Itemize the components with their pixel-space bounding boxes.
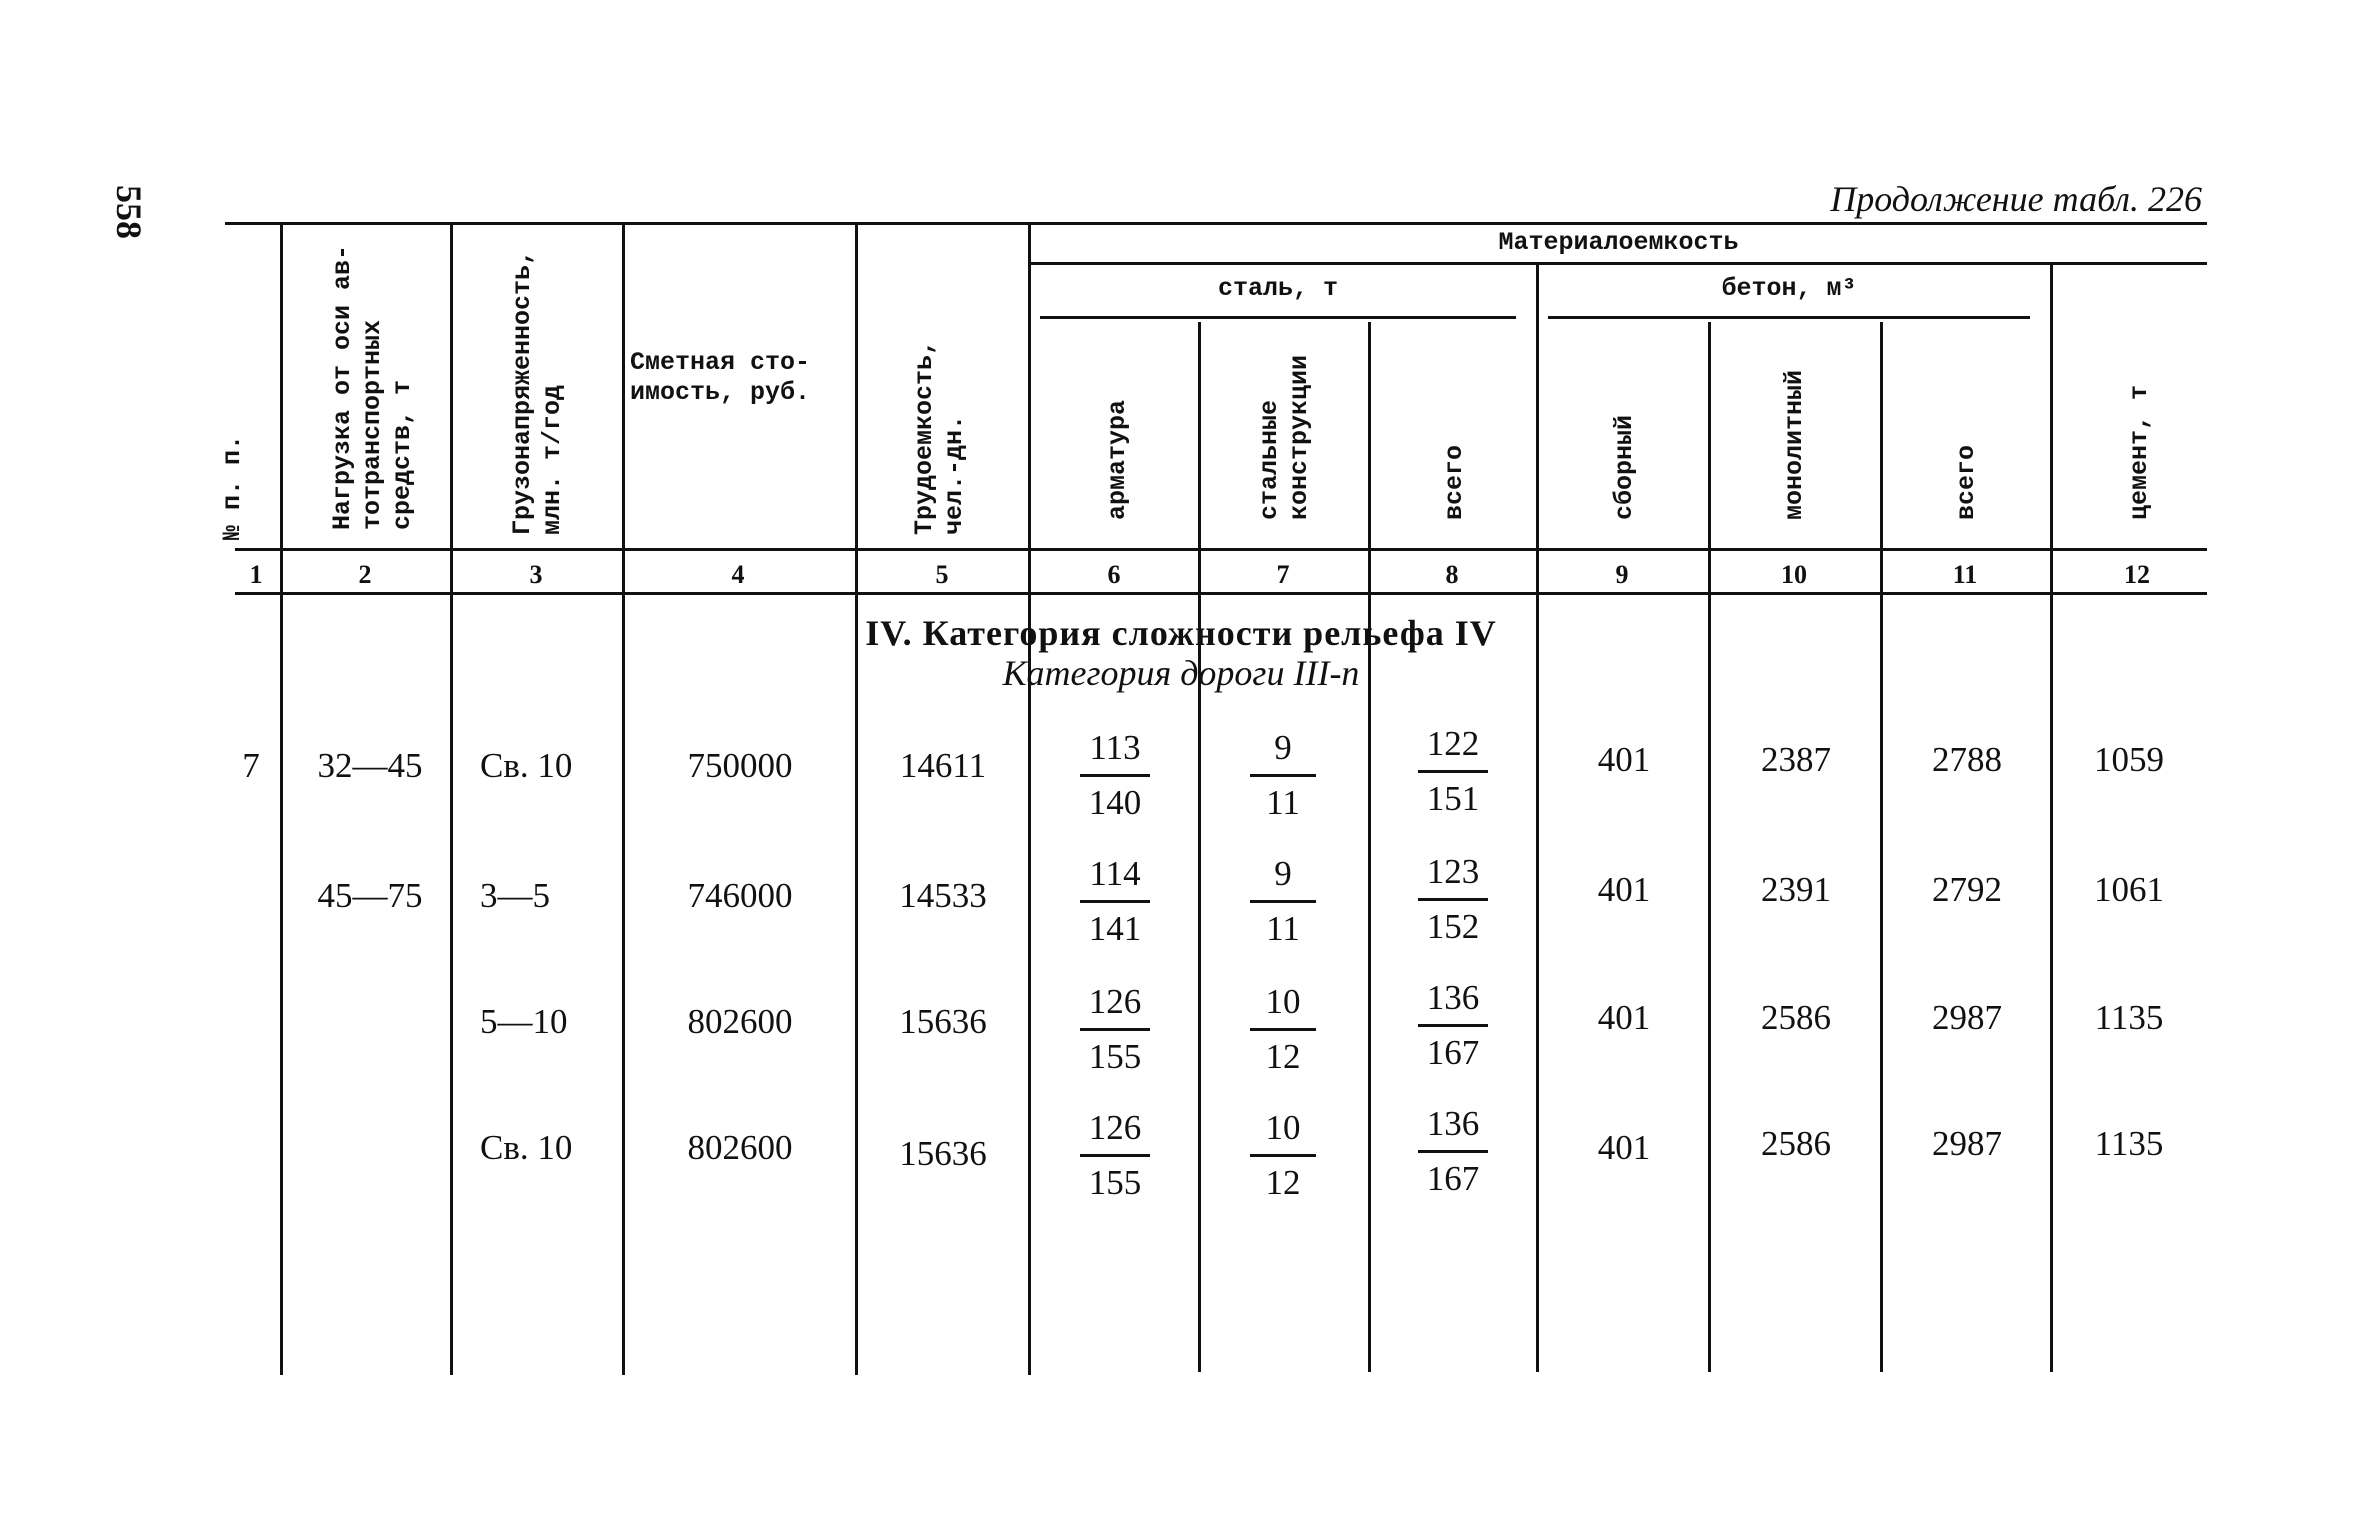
steel-group-rule (1040, 316, 1516, 319)
concrete-total-value: 2987 (1932, 998, 2002, 1037)
col-divider-1 (280, 225, 283, 1375)
section-subtitle: Категория дороги III-п (1002, 653, 1360, 693)
header-col2: Нагрузка от оси ав- тотранспортных средств, т (328, 244, 417, 530)
material-group-label: Материалоемкость (1498, 228, 1739, 257)
row-number: 7 (242, 746, 260, 785)
steel-struct-fraction: $\frac{10}{12}$ (1250, 1102, 1316, 1209)
header-col12: цемент, т (2125, 384, 2154, 520)
cement-value: 1059 (2094, 740, 2164, 779)
cost-value: 746000 (687, 876, 793, 915)
steel-total-fraction: $\frac{122}{151}$ (1418, 718, 1488, 825)
load-value: 45—75 (317, 876, 423, 915)
table-top-rule (225, 222, 2207, 225)
col-divider-8 (1536, 265, 1539, 1372)
steel-total-fraction: $\frac{123}{152}$ (1418, 846, 1488, 953)
cement-value: 1061 (2094, 870, 2164, 909)
armatura-fraction: $\frac{113}{140}$ (1080, 722, 1150, 829)
monolithic-value: 2387 (1761, 740, 1831, 779)
traffic-value: Св. 10 (480, 1128, 573, 1167)
col-divider-10 (1880, 322, 1883, 1372)
concrete-group-label: бетон, м³ (1721, 274, 1857, 303)
header-col4: Сметная сто- имость, руб. (630, 348, 811, 407)
cost-value: 750000 (687, 746, 793, 785)
col-divider-11 (2050, 265, 2053, 1372)
material-group-rule (1030, 262, 2207, 265)
precast-value: 401 (1597, 998, 1651, 1037)
concrete-total-value: 2788 (1932, 740, 2002, 779)
col-divider-2 (450, 225, 453, 1375)
load-value: 32—45 (317, 746, 423, 785)
steel-group-label: сталь, т (1217, 274, 1339, 303)
header-col5: Трудоемкость, чел.-дн. (910, 339, 969, 535)
precast-value: 401 (1597, 1128, 1651, 1167)
column-number: 9 (1615, 560, 1629, 589)
header-col6: арматура (1103, 399, 1132, 520)
steel-struct-fraction: $\frac{9}{11}$ (1250, 848, 1316, 955)
column-number: 2 (358, 560, 372, 589)
header-col9: сборный (1610, 414, 1639, 520)
column-number: 12 (2124, 560, 2150, 589)
col-divider-7 (1368, 322, 1371, 1372)
header-col8: всего (1440, 444, 1469, 520)
header-col3: Грузонапряженность, млн. т/год (508, 249, 567, 535)
continuation-label: Продолжение табл. 226 (1830, 179, 2202, 219)
column-number: 7 (1276, 560, 1290, 589)
armatura-fraction: $\frac{114}{141}$ (1080, 848, 1150, 955)
column-number: 5 (935, 560, 949, 589)
cost-value: 802600 (687, 1128, 793, 1167)
monolithic-value: 2391 (1761, 870, 1831, 909)
header-bottom-rule (235, 548, 2207, 551)
precast-value: 401 (1597, 870, 1651, 909)
cost-value: 802600 (687, 1002, 793, 1041)
concrete-total-value: 2987 (1932, 1124, 2002, 1163)
labor-value: 15636 (899, 1002, 987, 1041)
cement-value: 1135 (2094, 998, 2164, 1037)
labor-value: 15636 (899, 1134, 987, 1173)
header-col11: всего (1952, 444, 1981, 520)
concrete-total-value: 2792 (1932, 870, 2002, 909)
column-number: 8 (1445, 560, 1459, 589)
armatura-fraction: $\frac{126}{155}$ (1080, 976, 1150, 1083)
steel-struct-fraction: $\frac{10}{12}$ (1250, 976, 1316, 1083)
traffic-value: 3—5 (480, 876, 550, 915)
column-number: 10 (1781, 560, 1807, 589)
header-col7: стальные конструкции (1255, 354, 1314, 520)
col-divider-6 (1198, 322, 1201, 1372)
traffic-value: Св. 10 (480, 746, 573, 785)
column-number: 6 (1107, 560, 1121, 589)
precast-value: 401 (1597, 740, 1651, 779)
col-divider-4 (855, 225, 858, 1375)
monolithic-value: 2586 (1761, 1124, 1831, 1163)
traffic-value: 5—10 (480, 1002, 568, 1041)
armatura-fraction: $\frac{126}{155}$ (1080, 1102, 1150, 1209)
cement-value: 1135 (2094, 1124, 2164, 1163)
steel-total-fraction: $\frac{136}{167}$ (1418, 1098, 1488, 1205)
steel-total-fraction: $\frac{136}{167}$ (1418, 972, 1488, 1079)
labor-value: 14611 (899, 746, 987, 785)
column-number: 3 (529, 560, 543, 589)
steel-struct-fraction: $\frac{9}{11}$ (1250, 722, 1316, 829)
col-divider-9 (1708, 322, 1711, 1372)
monolithic-value: 2586 (1761, 998, 1831, 1037)
column-number: 1 (249, 560, 263, 589)
section-title: IV. Категория сложности рельефа IV (865, 613, 1497, 653)
column-number: 4 (731, 560, 745, 589)
header-col10: монолитный (1780, 369, 1809, 520)
col-divider-5 (1028, 225, 1031, 1375)
column-number: 11 (1952, 560, 1978, 589)
labor-value: 14533 (899, 876, 987, 915)
page-number: 558 (109, 185, 149, 239)
column-numbers-rule (235, 592, 2207, 595)
col-divider-3 (622, 225, 625, 1375)
header-col1: № п. п. (218, 434, 247, 540)
concrete-group-rule (1548, 316, 2030, 319)
